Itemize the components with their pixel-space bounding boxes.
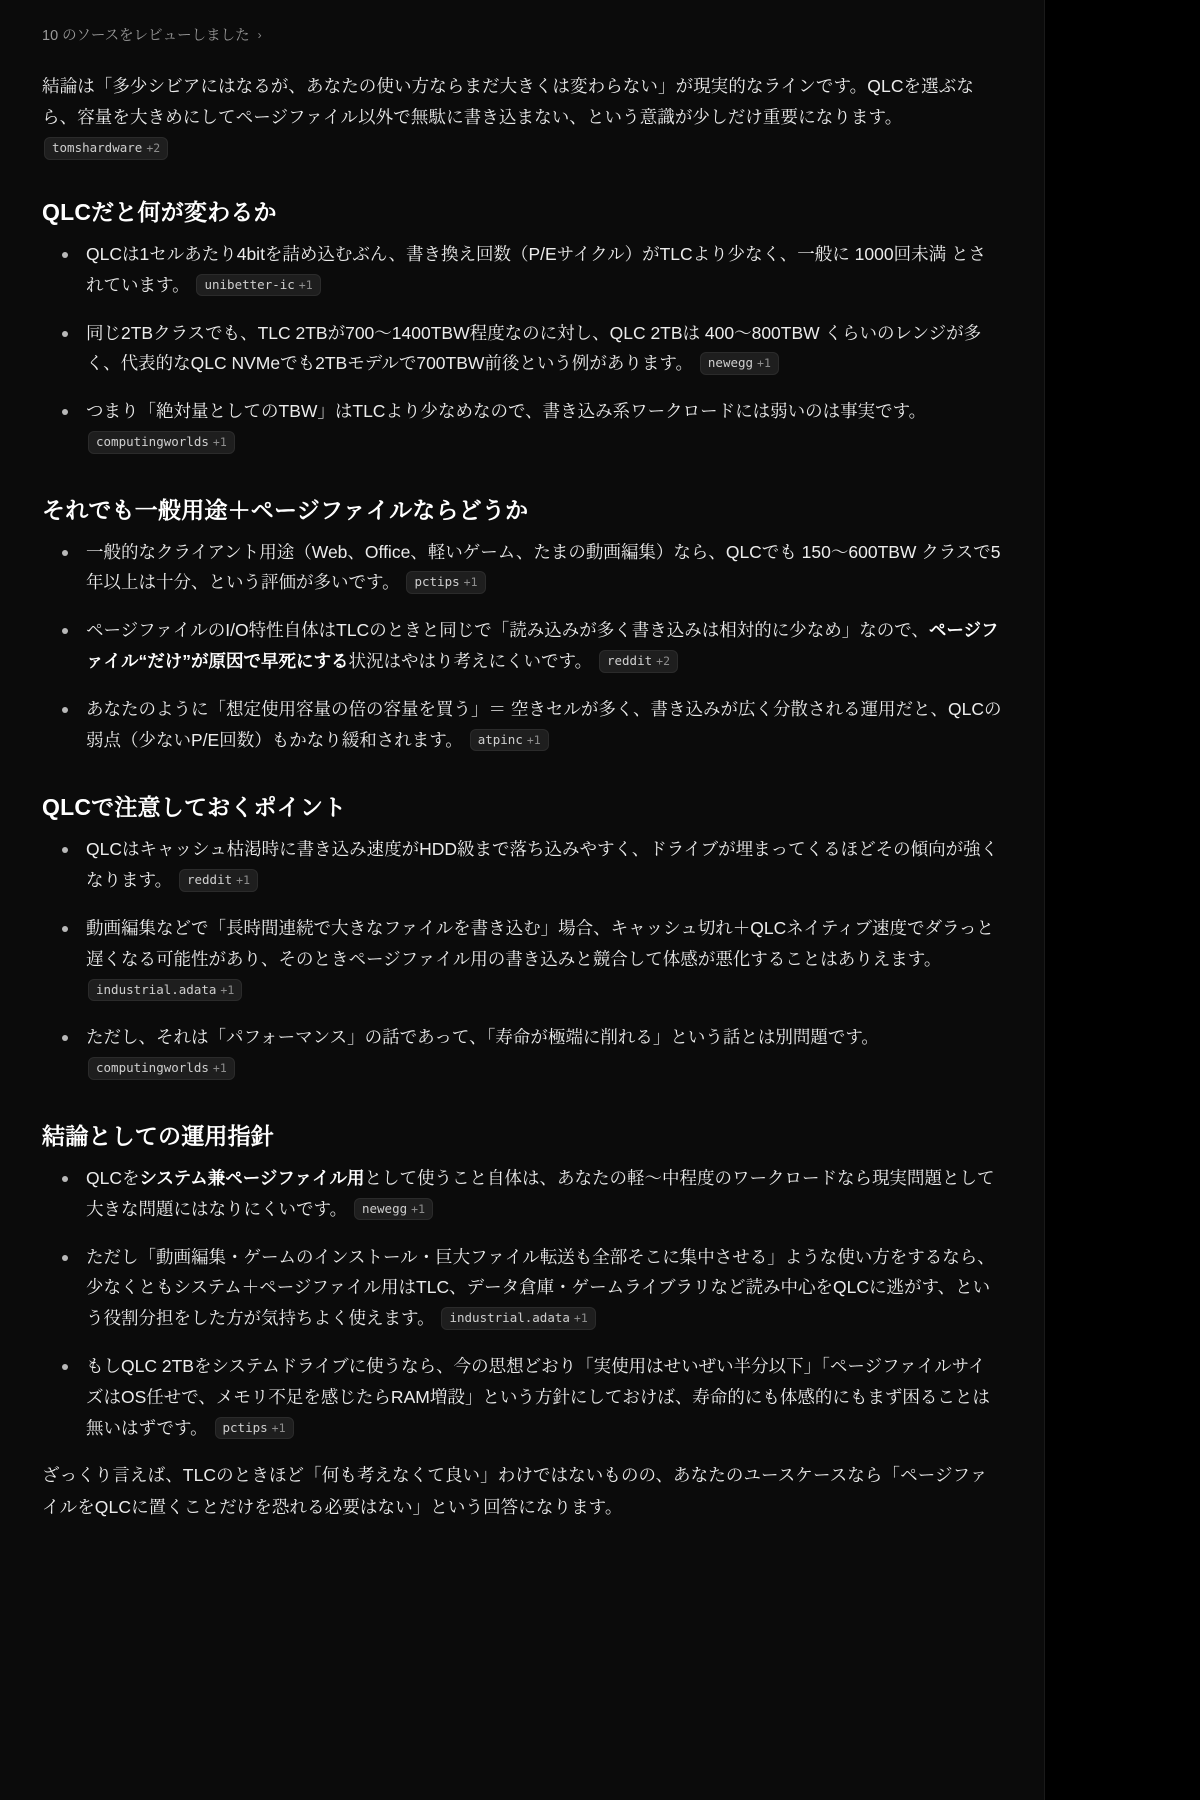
closing-text: ざっくり言えば、TLCのときほど「何も考えなくて良い」わけではないものの、あなたのユースケースなら「ページファイルをQLCに置くことだけを恐れる必要はない」という回答になります。 bbox=[42, 1465, 988, 1517]
bullet-text: 動画編集などで「長時間連続で大きなファイルを書き込む」場合、キャッシュ切れ＋QLCネイティブ速度でダラっと遅くなる可能性があり、そのときページファイル用の書き込みと競合して体感が悪化することはありえます。 bbox=[86, 918, 994, 969]
list-item bbox=[42, 1022, 1002, 1084]
citation-source: industrial.adata bbox=[96, 981, 217, 997]
list-item bbox=[42, 1242, 1002, 1334]
citation-count: +1 bbox=[271, 1420, 286, 1435]
list-item bbox=[42, 694, 1002, 756]
chevron-right-icon: › bbox=[257, 27, 262, 42]
section-heading: QLCで注意しておくポイント bbox=[42, 794, 347, 821]
bullet-text: QLCを bbox=[86, 1168, 140, 1189]
list-item bbox=[42, 239, 1002, 301]
bullet-text: QLCは1セルあたり4bitを詰め込むぶん、書き換え回数（P/Eサイクル）がTLCより少なく、一般に 1000回未満 とされています。 bbox=[86, 243, 986, 295]
citation-count: +1 bbox=[463, 575, 478, 590]
bullet-text: ただし「動画編集・ゲームのインストール・巨大ファイル転送も全部そこに集中させる」ような使い方をするなら、少なくともシステム＋ページファイル用はTLC、データ倉庫・ゲームライブラリなど読み中心をQLCに逃がす、という役割分担をした方が気持ちよく使えます。 bbox=[86, 1246, 995, 1329]
citation-source: computingworlds bbox=[96, 1060, 209, 1076]
bullet-list bbox=[42, 1163, 1002, 1443]
bullet-list bbox=[42, 537, 1002, 756]
citation-source: pctips bbox=[222, 1419, 268, 1435]
citation-source: computingworlds bbox=[96, 433, 209, 449]
citation-chip[interactable] bbox=[441, 1307, 595, 1330]
bullet-text: つまり「絶対量としてのTBW」はTLCより少なめなので、書き込み系ワークロードには弱いのは事実です。 bbox=[86, 401, 927, 422]
sources-reviewed-label: 10 のソースをレビューしました bbox=[42, 28, 250, 44]
sources-reviewed-toggle[interactable] bbox=[42, 20, 1002, 45]
intro-paragraph bbox=[42, 71, 1002, 133]
citation-count: +1 bbox=[212, 1061, 227, 1076]
citation-chip[interactable] bbox=[215, 1417, 294, 1440]
citation-chip[interactable] bbox=[700, 352, 779, 375]
citation-chip[interactable] bbox=[88, 1057, 235, 1080]
list-item bbox=[42, 396, 1002, 458]
citation-count: +1 bbox=[757, 356, 771, 371]
bullet-text: もしQLC 2TBをシステムドライブに使うなら、今の思想どおり「実使用はせいぜい半分以下」「ページファイルサイズはOS任せで、メモリ不足を感じたらRAM増設」という方針にしておけば、寿命的にも体感的にもまず困ることは無いはずです。 bbox=[86, 1356, 990, 1438]
citation-chip[interactable] bbox=[470, 729, 549, 752]
citation-count: +2 bbox=[146, 141, 161, 156]
citation-count: +1 bbox=[526, 732, 541, 747]
citation-source: reddit bbox=[606, 653, 653, 669]
citation-source: newegg bbox=[707, 355, 754, 371]
bullet-text: 同じ2TBクラスでも、TLC 2TBが700〜1400TBW程度なのに対し、QLC 2TBは 400〜800TBW くらいのレンジが多く、代表的なQLC NVMeでも2TBモデルで700TBW前後という例があります。 bbox=[86, 322, 982, 374]
section-heading: QLCだと何が変わるか bbox=[42, 198, 277, 225]
citation-count: +1 bbox=[220, 982, 235, 997]
citation-chip[interactable] bbox=[88, 431, 235, 454]
section-heading: 結論としての運用指針 bbox=[42, 1123, 274, 1150]
bullet-text: ページファイルのI/O特性自体はTLCのときと同じで「読み込みが多く書き込みは相対的に少なめ」なので、 bbox=[86, 620, 929, 641]
citation-source: newegg bbox=[361, 1200, 408, 1216]
bullet-text: 状況はやはり考えにくいです。 bbox=[348, 651, 593, 672]
intro-citation-row bbox=[42, 137, 1002, 160]
list-item bbox=[42, 1163, 1002, 1225]
bullet-text: として使うこと自体は、あなたの軽〜中程度のワークロードなら現実問題として大きな問題にはなりにくいです。 bbox=[86, 1168, 995, 1219]
citation-chip[interactable] bbox=[44, 137, 168, 160]
bullet-list bbox=[42, 239, 1002, 458]
citation-chip[interactable] bbox=[196, 274, 320, 297]
sections-host bbox=[42, 194, 1002, 1444]
bullet-text: 一般的なクライアント用途（Web、Office、軽いゲーム、たまの動画編集）なら、QLCでも 150〜600TBW クラスで5年以上は十分、という評価が多いです。 bbox=[86, 541, 1001, 593]
closing-paragraph bbox=[42, 1460, 1002, 1522]
citation-count: +1 bbox=[573, 1311, 588, 1326]
list-item bbox=[42, 537, 1002, 599]
bullet-text-emphasis: ページファイル“だけ”が原因で早死にする bbox=[86, 620, 999, 672]
citation-chip[interactable] bbox=[354, 1198, 433, 1221]
list-item bbox=[42, 1351, 1002, 1443]
bullet-text: QLCはキャッシュ枯渇時に書き込み速度がHDD級まで落ち込みやすく、ドライブが埋まってくるほどその傾向が強くなります。 bbox=[86, 839, 999, 891]
list-item bbox=[42, 834, 1002, 896]
citation-source: pctips bbox=[414, 574, 460, 590]
citation-chip[interactable] bbox=[599, 650, 678, 673]
citation-count: +2 bbox=[656, 654, 670, 669]
list-item bbox=[42, 318, 1002, 380]
bullet-list bbox=[42, 834, 1002, 1084]
citation-source: atpinc bbox=[477, 731, 523, 747]
citation-source: tomshardware bbox=[52, 140, 143, 156]
intro-text: 結論は「多少シビアにはなるが、あなたの使い方ならまだ大きくは変わらない」が現実的なラインです。QLCを選ぶなら、容量を大きめにしてページファイル以外で無駄に書き込まない、という意識が少しだけ重要になります。 bbox=[42, 76, 974, 128]
citation-chip[interactable] bbox=[406, 571, 485, 594]
citation-source: unibetter-ic bbox=[204, 276, 295, 292]
list-item bbox=[42, 615, 1002, 677]
citation-source: reddit bbox=[186, 872, 233, 888]
citation-source: industrial.adata bbox=[449, 1310, 570, 1326]
citation-count: +1 bbox=[236, 873, 250, 888]
citation-count: +1 bbox=[298, 277, 313, 292]
bullet-text: あなたのように「想定使用容量の倍の容量を買う」＝ 空きセルが多く、書き込みが広く分散される運用だと、QLCの弱点（少ないP/E回数）もかなり緩和されます。 bbox=[86, 698, 1002, 750]
citation-chip[interactable] bbox=[179, 869, 258, 892]
citation-count: +1 bbox=[212, 434, 227, 449]
bullet-text: ただし、それは「パフォーマンス」の話であって、「寿命が極端に削れる」という話とは別問題です。 bbox=[86, 1027, 879, 1048]
bullet-text-emphasis: システム兼ページファイル用 bbox=[139, 1168, 365, 1189]
section-heading: それでも一般用途＋ページファイルならどうか bbox=[42, 496, 529, 523]
citation-chip[interactable] bbox=[88, 979, 242, 1002]
citation-count: +1 bbox=[411, 1201, 425, 1216]
list-item bbox=[42, 913, 1002, 1005]
